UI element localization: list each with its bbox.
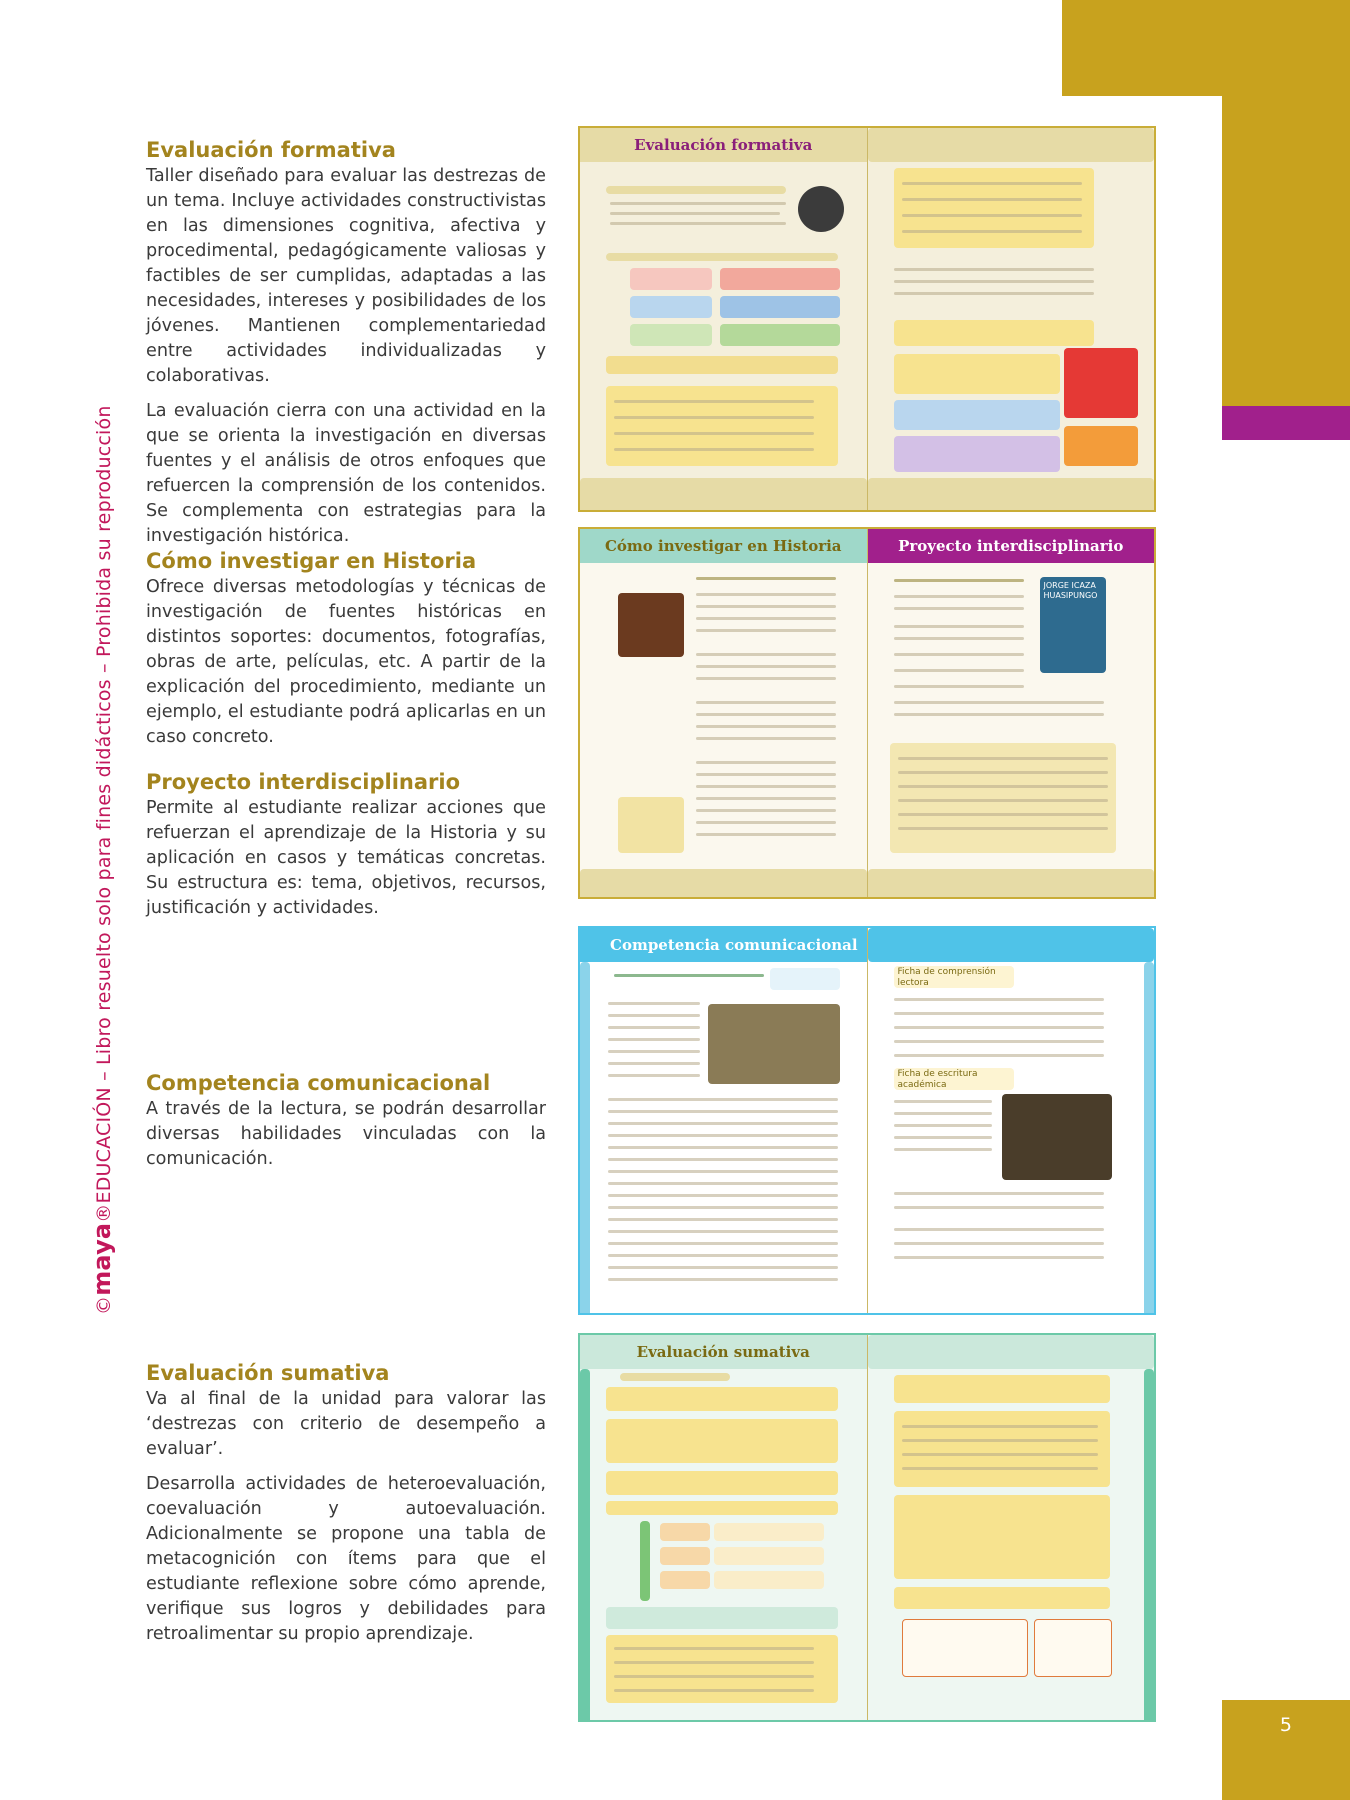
thumbnail-banner xyxy=(580,529,867,563)
section-title: Evaluación formativa xyxy=(146,138,396,162)
sidebar-label-comprension: Ficha de comprensión lectora xyxy=(894,966,1014,988)
right-edge-white-gap xyxy=(1222,440,1350,510)
section-evaluacion-formativa xyxy=(146,138,546,559)
thumbnail-left-page xyxy=(580,1335,867,1720)
section-title: Cómo investigar en Historia xyxy=(146,549,477,573)
section-paragraph: Desarrolla actividades de heteroevaluación, coevaluación y autoevaluación. Adicionalmente se propone una tabla de metacognición con ítems para que el estudiante reflexione sobre cómo aprende, verifique sus logros y debilidades para retroalimentar su propio aprendizaje. xyxy=(146,1474,546,1644)
book-cover-image: JORGE ICAZA HUASIPUNGO xyxy=(1040,577,1106,673)
thumbnail-right-page xyxy=(867,1335,1155,1720)
top-right-corner-block xyxy=(1062,0,1350,96)
thumbnail-banner xyxy=(580,128,867,162)
section-paragraph: Ofrece diversas metodologías y técnicas de investigación de fuentes históricas en distintos soportes: documentos, fotografías, obras de arte, películas, etc. A partir de la explicación del procedimiento, mediante un ejemplo, el estudiante podrá aplicarlas en un caso concreto. xyxy=(146,577,546,747)
thumbnail-banner xyxy=(580,1335,867,1369)
thumbnail-right-page xyxy=(867,529,1155,897)
section-paragraph: Taller diseñado para evaluar las destrezas de un tema. Incluye actividades constructivistas en las dimensiones cognitiva, afectiva y procedimental, pedagógicamente valiosas y factibles de ser cumplidas, adaptadas a las necesidades, intereses y posibilidades de los jóvenes. Mantienen complementariedad entre actividades individualizadas y colaborativas. xyxy=(146,166,546,386)
thumbnail-right-page xyxy=(867,928,1155,1313)
page-number: 5 xyxy=(1279,1714,1292,1736)
thumbnail-competencia-comunicacional xyxy=(578,926,1156,1315)
sunset-photo xyxy=(1002,1094,1112,1180)
sidebar-label-escritura: Ficha de escritura académica xyxy=(894,1068,1014,1090)
thumbnail-evaluacion-formativa xyxy=(578,126,1156,512)
migration-photo xyxy=(708,1004,840,1084)
books-photo xyxy=(618,593,684,657)
right-edge-magenta-stripe xyxy=(1222,406,1350,440)
section-paragraph: Permite al estudiante realizar acciones que refuerzan el aprendizaje de la Historia y su aplicación en casos y temáticas concretas. Su estructura es: tema, objetivos, recursos, justificación y actividades. xyxy=(146,798,546,918)
coevaluation-table xyxy=(902,1619,1028,1677)
section-title: Competencia comunicacional xyxy=(146,1071,491,1095)
metacognition-table xyxy=(1034,1619,1112,1677)
thumbnail-title: Competencia comunicacional xyxy=(610,936,858,954)
people-icons-illustration xyxy=(770,968,840,990)
thumbnail-left-page xyxy=(580,928,867,1313)
thumbnail-title: Proyecto interdisciplinario xyxy=(898,537,1124,555)
thumbnail-left-page xyxy=(580,529,867,897)
section-competencia-comunicacional xyxy=(146,1071,546,1182)
maya-brand-logo: maya xyxy=(88,1222,116,1296)
thumbnail-investigar-proyecto xyxy=(578,527,1156,899)
thumbnail-left-page xyxy=(580,128,867,510)
section-paragraph: A través de la lectura, se podrán desarrollar diversas habilidades vinculadas con la comunicación. xyxy=(146,1099,546,1169)
credit-text: EDUCACIÓN – Libro resuelto solo para fines didácticos – Prohibida su reproducción xyxy=(93,405,115,1204)
thumbnail-title: Cómo investigar en Historia xyxy=(604,537,842,555)
section-paragraph: La evaluación cierra con una actividad en la que se orienta la investigación en diversas fuentes y el análisis de otros enfoques que refuercen la comprensión de los contenidos. Se complementa con estrategias para la investigación histórica. xyxy=(146,401,546,546)
registered-symbol: ® xyxy=(93,1203,115,1223)
section-evaluacion-sumativa xyxy=(146,1361,546,1657)
thumbnail-right-page xyxy=(867,128,1155,510)
thumbnail-banner xyxy=(580,928,867,962)
section-proyecto-interdisciplinario xyxy=(146,770,546,931)
thumbnail-title: Evaluación formativa xyxy=(634,136,813,154)
thumbnail-title: Evaluación sumativa xyxy=(636,1343,810,1361)
section-paragraph: Va al final de la unidad para valorar las ‘destrezas con criterio de desempeño a evaluar’. xyxy=(146,1389,546,1459)
copyright-symbol: © xyxy=(93,1295,115,1315)
right-edge-block xyxy=(1222,96,1350,406)
section-title: Proyecto interdisciplinario xyxy=(146,770,461,794)
section-title: Evaluación sumativa xyxy=(146,1361,390,1385)
thumbnail-banner xyxy=(868,529,1155,563)
portrait-image xyxy=(798,186,844,232)
section-como-investigar xyxy=(146,549,546,760)
vertical-copyright-credit xyxy=(88,405,116,1315)
thumbnail-evaluacion-sumativa xyxy=(578,1333,1156,1722)
